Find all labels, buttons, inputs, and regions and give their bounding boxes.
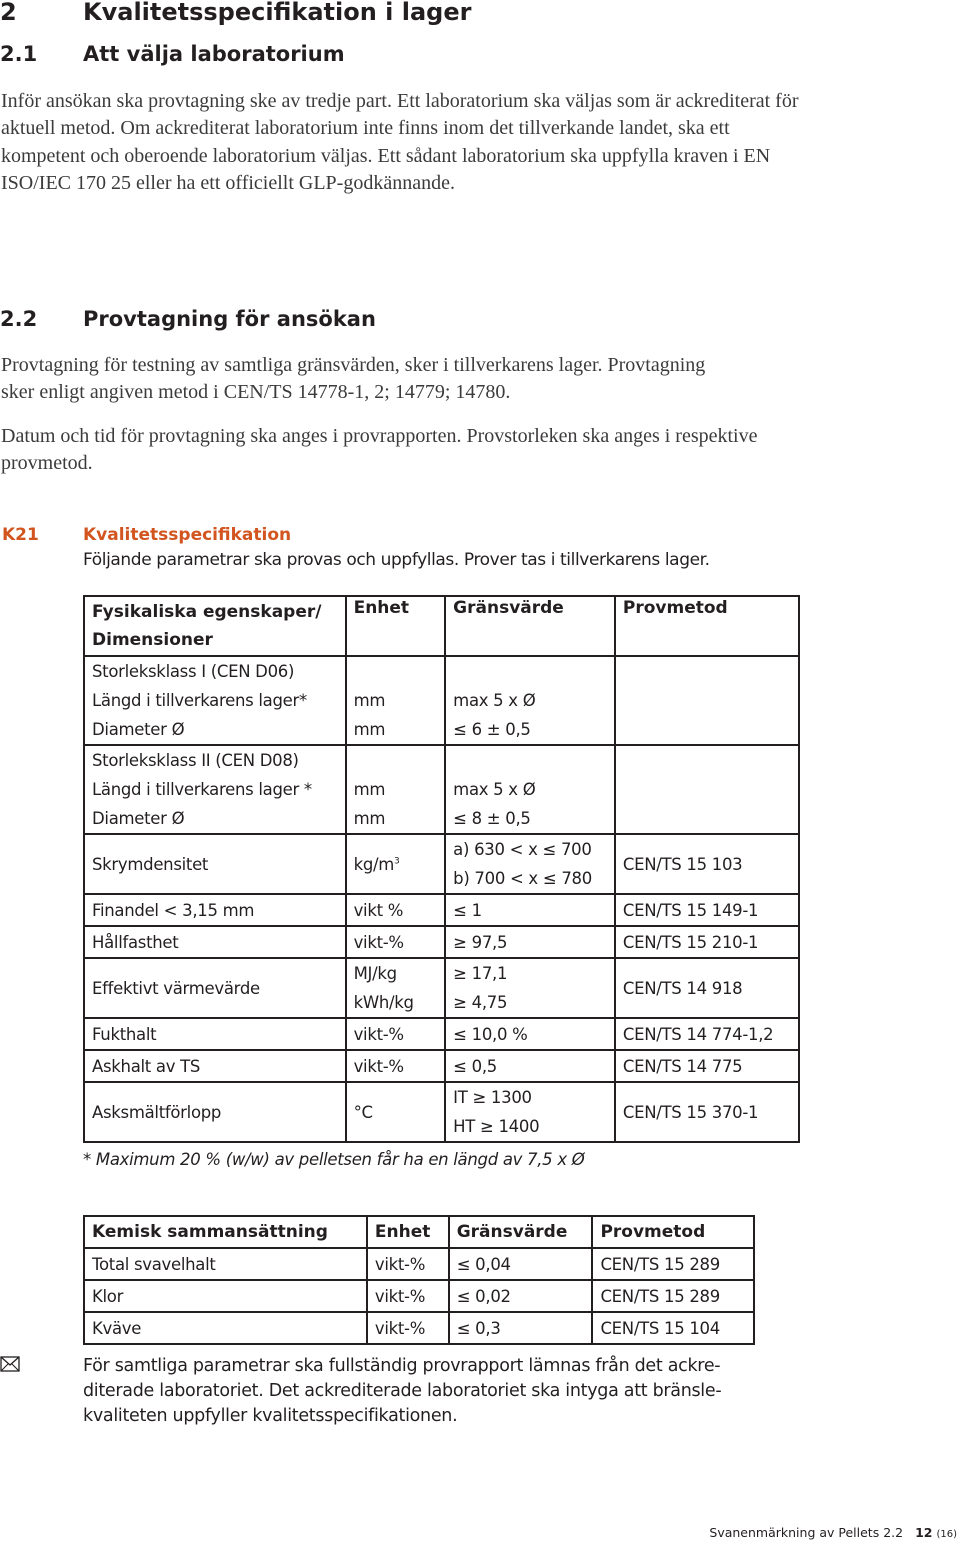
durability-unit: vikt-% — [346, 926, 446, 958]
header-unit: Enhet — [367, 1216, 449, 1248]
class2-diameter-unit: mm — [353, 809, 386, 828]
class2-length-limit: max 5 x Ø — [453, 780, 536, 799]
section-number: 2.2 — [0, 307, 38, 331]
page-footer — [709, 1525, 957, 1540]
cell-method: CEN/TS 15 104 — [592, 1312, 754, 1344]
bulk-unit-sup: 3 — [394, 856, 400, 866]
envelope-icon — [0, 1356, 20, 1372]
class1-diameter-label: Diameter Ø — [92, 720, 185, 739]
heat-limit-2: ≥ 4,75 — [453, 993, 508, 1012]
page-number: 12 — [915, 1525, 933, 1540]
bulk-unit-cell — [346, 834, 446, 894]
melting-method: CEN/TS 15 370-1 — [615, 1082, 799, 1142]
class2-title: Storleksklass II (CEN D08) — [92, 751, 299, 770]
section-number: 2.1 — [0, 42, 38, 66]
class1-method-cell — [615, 656, 799, 745]
cell-method: CEN/TS 15 289 — [592, 1280, 754, 1312]
table-row — [84, 894, 799, 926]
bulk-method: CEN/TS 15 103 — [615, 834, 799, 894]
cell-method: CEN/TS 15 289 — [592, 1248, 754, 1280]
table-row — [84, 834, 799, 894]
bulk-label: Skrymdensitet — [84, 834, 346, 894]
melting-unit: °C — [346, 1082, 446, 1142]
header-limit: Gränsvärde — [449, 1216, 593, 1248]
heat-limit-1: ≥ 17,1 — [453, 964, 508, 983]
table-row — [84, 926, 799, 958]
cell-unit: vikt-% — [367, 1312, 449, 1344]
heat-unit-cell — [346, 958, 446, 1018]
section-2-2-paragraph-1: Provtagning för testning av samtliga gränsvärden, sker i tillverkarens lager. Provtagning sker enligt angiven metod i CEN/TS 14778-1, 2; 14779; 14780. — [1, 354, 706, 404]
class1-param-cell — [84, 656, 346, 745]
section-title: Provtagning för ansökan — [83, 307, 376, 331]
durability-label: Hållfasthet — [84, 926, 346, 958]
section-2-heading — [0, 0, 471, 26]
section-2-2-paragraph-2: Datum och tid för provtagning ska anges i provrapporten. Provstorleken ska anges i respektive provmetod. — [1, 425, 758, 475]
class2-unit-cell — [346, 745, 446, 834]
ash-label: Askhalt av TS — [84, 1050, 346, 1082]
fines-unit: vikt % — [346, 894, 446, 926]
table-row — [84, 1312, 754, 1344]
cell-unit: vikt-% — [367, 1248, 449, 1280]
section-title: Att välja laboratorium — [83, 42, 345, 66]
class1-diameter-limit: ≤ 6 ± 0,5 — [453, 720, 531, 739]
header-limit: Gränsvärde — [445, 596, 615, 656]
melting-limit-cell — [445, 1082, 615, 1142]
section-2-2-heading — [0, 307, 376, 331]
class2-length-label: Längd i tillverkarens lager * — [92, 780, 312, 799]
requirement-text: Följande parametrar ska provas och uppfyllas. Prover tas i tillverkarens lager. — [83, 550, 710, 570]
bulk-limit-b: b) 700 < x ≤ 780 — [453, 869, 592, 888]
bulk-limit-cell — [445, 834, 615, 894]
table-footnote: * Maximum 20 % (w/w) av pelletsen får ha en längd av 7,5 x Ø — [83, 1150, 585, 1169]
ash-method: CEN/TS 14 775 — [615, 1050, 799, 1082]
table-header-row — [84, 596, 799, 656]
class2-param-cell — [84, 745, 346, 834]
header-unit: Enhet — [346, 596, 446, 656]
fines-label: Finandel < 3,15 mm — [84, 894, 346, 926]
chemical-composition-table — [83, 1215, 755, 1345]
bulk-unit: kg/m — [353, 854, 395, 874]
header-method: Provmetod — [615, 596, 799, 656]
class2-diameter-limit: ≤ 8 ± 0,5 — [453, 809, 531, 828]
requirement-code: K21 — [2, 525, 39, 545]
heat-unit-2: kWh/kg — [353, 993, 414, 1012]
melting-limit-1: IT ≥ 1300 — [453, 1088, 532, 1107]
ash-unit: vikt-% — [346, 1050, 446, 1082]
cell-limit: ≤ 0,02 — [449, 1280, 593, 1312]
cell-unit: vikt-% — [367, 1280, 449, 1312]
section-2-1-heading — [0, 42, 345, 66]
fines-limit: ≤ 1 — [445, 894, 615, 926]
table-row — [84, 958, 799, 1018]
heat-limit-cell — [445, 958, 615, 1018]
heat-method: CEN/TS 14 918 — [615, 958, 799, 1018]
moisture-unit: vikt-% — [346, 1018, 446, 1050]
moisture-label: Fukthalt — [84, 1018, 346, 1050]
physical-properties-table — [83, 595, 800, 1143]
class1-length-label: Längd i tillverkarens lager* — [92, 691, 307, 710]
header-param: Fysikaliska egenskaper/ Dimensioner — [84, 596, 346, 656]
class1-diameter-unit: mm — [353, 720, 386, 739]
table-row — [84, 1280, 754, 1312]
class1-length-limit: max 5 x Ø — [453, 691, 536, 710]
cell-param: Kväve — [84, 1312, 367, 1344]
durability-limit: ≥ 97,5 — [445, 926, 615, 958]
moisture-method: CEN/TS 14 774-1,2 — [615, 1018, 799, 1050]
document-title: Svanenmärkning av Pellets 2.2 — [709, 1525, 904, 1540]
table-row — [84, 1018, 799, 1050]
header-param: Kemisk sammansättning — [84, 1216, 367, 1248]
class1-length-unit: mm — [353, 691, 386, 710]
class2-diameter-label: Diameter Ø — [92, 809, 185, 828]
bulk-limit-a: a) 630 < x ≤ 700 — [453, 840, 592, 859]
ash-limit: ≤ 0,5 — [445, 1050, 615, 1082]
melting-limit-2: HT ≥ 1400 — [453, 1117, 540, 1136]
cell-param: Klor — [84, 1280, 367, 1312]
cell-param: Total svavelhalt — [84, 1248, 367, 1280]
table-row — [84, 1248, 754, 1280]
class1-title: Storleksklass I (CEN D06) — [92, 662, 295, 681]
heat-unit-1: MJ/kg — [353, 964, 397, 983]
header-method: Provmetod — [592, 1216, 754, 1248]
class2-method-cell — [615, 745, 799, 834]
table-row — [84, 1050, 799, 1082]
fines-method: CEN/TS 15 149-1 — [615, 894, 799, 926]
moisture-limit: ≤ 10,0 % — [445, 1018, 615, 1050]
durability-method: CEN/TS 15 210-1 — [615, 926, 799, 958]
table-row — [84, 656, 799, 745]
section-2-1-paragraph: Inför ansökan ska provtagning ske av tredje part. Ett laboratorium ska väljas som är ackrediterat för aktuell metod. Om ackrediterat laboratorium inte finns inom det tillverkande landet, ska ett kompetent och oberoende laboratorium väljas. Ett sådant laboratorium ska uppfylla kraven i EN ISO/IEC 170 25 eller ha ett officiellt GLP-godkännande. — [1, 90, 799, 194]
cell-limit: ≤ 0,04 — [449, 1248, 593, 1280]
class2-limit-cell — [445, 745, 615, 834]
requirement-title: Kvalitetsspecifikation — [83, 525, 292, 545]
class2-length-unit: mm — [353, 780, 386, 799]
lab-report-note: För samtliga parametrar ska fullständig provrapport lämnas från det ackrediterade laboratoriet. Det ackrediterade laboratoriet ska intyga att bränslekvaliteten uppfyller kvalitetsspecifikationen. — [83, 1356, 722, 1426]
cell-limit: ≤ 0,3 — [449, 1312, 593, 1344]
heat-label: Effektivt värmevärde — [84, 958, 346, 1018]
page-total: (16) — [936, 1529, 957, 1540]
table-row — [84, 745, 799, 834]
table-header-row — [84, 1216, 754, 1248]
section-title: Kvalitetsspecifikation i lager — [83, 0, 472, 26]
class1-unit-cell — [346, 656, 446, 745]
melting-label: Asksmältförlopp — [84, 1082, 346, 1142]
table-row — [84, 1082, 799, 1142]
section-number: 2 — [0, 0, 17, 26]
class1-limit-cell — [445, 656, 615, 745]
